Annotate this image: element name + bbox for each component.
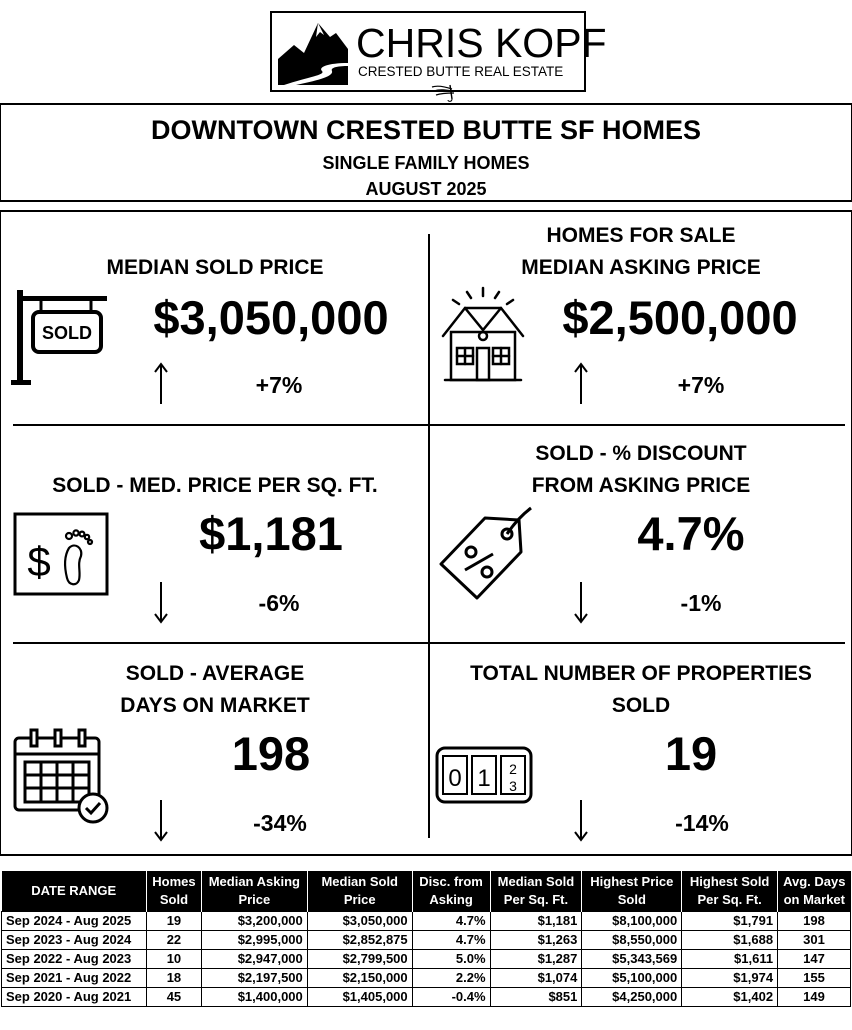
cell-median-sold: $2,799,500	[307, 949, 412, 968]
discount-change: -1%	[680, 590, 722, 616]
cell-median-sqft: $1,287	[490, 949, 582, 968]
header-median-asking: Median Asking Price	[201, 871, 307, 911]
history-table	[1, 871, 851, 1007]
cell-discount: 4.7%	[412, 911, 490, 930]
svg-text:1: 1	[477, 765, 491, 792]
median-asking-title-line1: HOMES FOR SALE	[546, 224, 736, 247]
cell-date-range: Sep 2024 - Aug 2025	[2, 911, 147, 930]
cell-homes-sold: 45	[146, 987, 201, 1006]
median-asking-title-line2: MEDIAN ASKING PRICE	[521, 256, 761, 279]
median-sold-value: $3,050,000	[153, 291, 389, 344]
header-date-range: DATE RANGE	[2, 871, 147, 911]
svg-text:$: $	[27, 538, 51, 585]
cell-median-sold: $3,050,000	[307, 911, 412, 930]
median-sold-title: MEDIAN SOLD PRICE	[106, 256, 324, 279]
report-header	[0, 103, 852, 202]
cell-median-sold: $2,150,000	[307, 968, 412, 987]
cell-homes-sold: 18	[146, 968, 201, 987]
cell-date-range: Sep 2023 - Aug 2024	[2, 930, 147, 949]
stats-grid	[0, 210, 852, 856]
arrow-down-icon	[153, 580, 169, 624]
cell-highest-price: $4,250,000	[582, 987, 682, 1006]
cell-discount: 5.0%	[412, 949, 490, 968]
grid-divider-row1	[13, 424, 845, 426]
cell-homes-sold: 22	[146, 930, 201, 949]
calendar-check-icon	[11, 726, 111, 826]
cell-median-asking: $2,197,500	[201, 968, 307, 987]
header-highest-sqft: Highest Sold Per Sq. Ft.	[682, 871, 778, 911]
cell-median-sqft: $1,181	[490, 911, 582, 930]
table-header-row	[2, 871, 851, 911]
table-row	[2, 987, 851, 1006]
table-row	[2, 968, 851, 987]
table-row	[2, 930, 851, 949]
cell-avg-days: 147	[778, 949, 851, 968]
cell-date-range: Sep 2022 - Aug 2023	[2, 949, 147, 968]
fly-fishing-icon	[428, 79, 460, 103]
cell-highest-sqft: $1,402	[682, 987, 778, 1006]
header-median-sold: Median Sold Price	[307, 871, 412, 911]
page-title: DOWNTOWN CRESTED BUTTE SF HOMES	[151, 115, 701, 145]
cell-discount: -0.4%	[412, 987, 490, 1006]
total-sold-change: -14%	[675, 810, 729, 836]
cell-median-asking: $3,200,000	[201, 911, 307, 930]
table-row	[2, 949, 851, 968]
cell-date-range: Sep 2020 - Aug 2021	[2, 987, 147, 1006]
grid-divider-vertical	[428, 234, 430, 838]
cell-avg-days: 198	[778, 911, 851, 930]
svg-text:3: 3	[509, 778, 517, 794]
cell-highest-price: $5,100,000	[582, 968, 682, 987]
median-asking-change: +7%	[677, 372, 725, 398]
grid-divider-row2	[13, 642, 845, 644]
cell-median-sold: $2,852,875	[307, 930, 412, 949]
cell-homes-sold: 10	[146, 949, 201, 968]
days-on-market-change: -34%	[253, 810, 307, 836]
page-subtitle: SINGLE FAMILY HOMES	[322, 153, 530, 173]
brand-name: CHRIS KOPF	[356, 20, 607, 66]
price-per-sqft-change: -6%	[258, 590, 300, 616]
house-icon	[437, 286, 529, 382]
cell-highest-sqft: $1,791	[682, 911, 778, 930]
discount-title-line1: SOLD - % DISCOUNT	[535, 442, 747, 465]
counter-icon	[435, 746, 533, 804]
svg-text:0: 0	[448, 765, 462, 792]
price-tag-icon	[435, 504, 535, 602]
price-per-sqft-title: SOLD - MED. PRICE PER SQ. FT.	[52, 474, 378, 497]
total-sold-title-line1: TOTAL NUMBER OF PROPERTIES	[470, 662, 812, 685]
days-on-market-title-line1: SOLD - AVERAGE	[125, 662, 305, 685]
cell-highest-price: $5,343,569	[582, 949, 682, 968]
arrow-down-icon	[153, 798, 169, 842]
svg-text:SOLD: SOLD	[41, 323, 93, 343]
cell-avg-days: 301	[778, 930, 851, 949]
discount-title-line2: FROM ASKING PRICE	[531, 474, 751, 497]
cell-highest-price: $8,550,000	[582, 930, 682, 949]
median-asking-value: $2,500,000	[562, 291, 798, 344]
median-sold-change: +7%	[255, 372, 303, 398]
price-per-sqft-value: $1,181	[199, 507, 343, 560]
cell-median-sqft: $1,263	[490, 930, 582, 949]
arrow-down-icon	[573, 580, 589, 624]
cell-homes-sold: 19	[146, 911, 201, 930]
header-highest-price: Highest Price Sold	[582, 871, 682, 911]
cell-highest-sqft: $1,611	[682, 949, 778, 968]
arrow-down-icon	[573, 798, 589, 842]
arrow-up-icon	[153, 362, 169, 406]
cell-median-asking: $1,400,000	[201, 987, 307, 1006]
cell-median-asking: $2,995,000	[201, 930, 307, 949]
cell-median-asking: $2,947,000	[201, 949, 307, 968]
days-on-market-value: 198	[231, 727, 311, 780]
table-row	[2, 911, 851, 930]
discount-value: 4.7%	[637, 507, 745, 560]
header-avg-days: Avg. Days on Market	[778, 871, 851, 911]
cell-avg-days: 155	[778, 968, 851, 987]
total-sold-title-line2: SOLD	[611, 694, 671, 717]
mountain-road-icon	[278, 19, 348, 85]
header-discount: Disc. from Asking	[412, 871, 490, 911]
cell-median-sqft: $851	[490, 987, 582, 1006]
cell-highest-sqft: $1,688	[682, 930, 778, 949]
cell-discount: 4.7%	[412, 930, 490, 949]
header-homes-sold: Homes Sold	[146, 871, 201, 911]
days-on-market-title-line2: DAYS ON MARKET	[120, 694, 310, 717]
cell-date-range: Sep 2021 - Aug 2022	[2, 968, 147, 987]
total-sold-value: 19	[664, 727, 718, 780]
report-period: AUGUST 2025	[365, 179, 487, 199]
brand-tagline: CRESTED BUTTE REAL ESTATE	[358, 64, 564, 79]
svg-text:2: 2	[509, 761, 517, 777]
header-median-sqft: Median Sold Per Sq. Ft.	[490, 871, 582, 911]
sold-sign-icon	[11, 286, 111, 386]
cell-highest-sqft: $1,974	[682, 968, 778, 987]
arrow-up-icon	[573, 362, 589, 406]
cell-median-sqft: $1,074	[490, 968, 582, 987]
dollar-footprint-icon	[13, 512, 109, 596]
cell-discount: 2.2%	[412, 968, 490, 987]
cell-avg-days: 149	[778, 987, 851, 1006]
cell-highest-price: $8,100,000	[582, 911, 682, 930]
cell-median-sold: $1,405,000	[307, 987, 412, 1006]
